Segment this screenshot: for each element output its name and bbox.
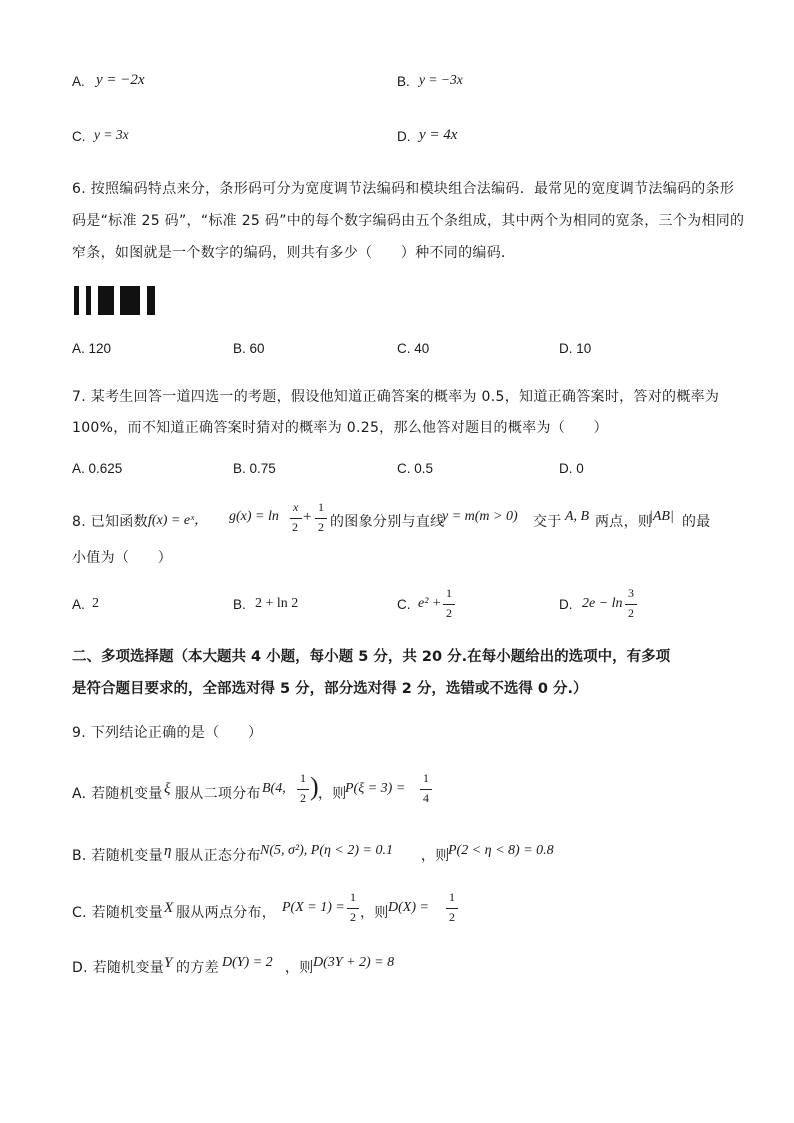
q8-option-c-expr: e² +	[418, 596, 442, 611]
q8-option-d-expr: 2e − ln	[582, 596, 623, 611]
q5-option-b-expr: y = −3x	[419, 72, 463, 87]
barcode-narrow-bar-2	[86, 286, 91, 315]
q8-frac2-line	[315, 518, 327, 519]
q5-option-a-label: A.	[72, 74, 85, 89]
q8-mid-text: 的图象分别与直线	[330, 514, 445, 530]
q9-option-a-var: ξ	[164, 781, 171, 797]
q8-option-c-label: C.	[397, 597, 411, 612]
q8-suffix: 的最	[682, 514, 711, 530]
q8-frac2-num: 1	[318, 500, 324, 514]
section2-heading-line1: 二、多项选择题（本大题共 4 小题，每小题 5 分，共 20 分.在每小题给出的选项中，有多项	[72, 649, 671, 665]
q5-option-d-label: D.	[397, 129, 411, 144]
q9-option-c-text2: 服从两点分布，	[176, 905, 277, 921]
q9-option-b-dist: N(5, σ²), P(η < 2) = 0.1	[260, 843, 393, 858]
q9-option-a-ans-line	[420, 789, 432, 790]
q8-option-a-expr: 2	[92, 596, 99, 611]
q9-option-a-ans-den: 4	[423, 791, 429, 805]
q6-stem-line1: 6. 按照编码特点来分，条形码可分为宽度调节法编码和模块组合法编码．最常见的宽度调节法编码的条形	[72, 181, 735, 197]
q7-option-b: B. 0.75	[233, 461, 276, 476]
q8-plus: +	[303, 509, 312, 525]
q8-option-b-label: B.	[233, 597, 246, 612]
q7-option-a: A. 0.625	[72, 461, 123, 476]
q9-option-a-dist-den: 2	[300, 791, 306, 805]
q8-option-d-frac-line	[625, 604, 637, 605]
q8-option-d-den: 2	[628, 606, 634, 620]
q5-option-a-expr: y = −2x	[96, 72, 145, 88]
q9-option-d-expr1: D(Y) = 2	[222, 955, 273, 970]
q5-option-b-label: B.	[397, 74, 410, 89]
q9-option-d-then: ，则	[285, 960, 314, 976]
q6-option-d: D. 10	[559, 341, 592, 356]
q9-option-c-ans-line	[446, 908, 458, 909]
q9-option-d-text: D. 若随机变量	[72, 960, 165, 976]
q8-option-c-den: 2	[446, 606, 452, 620]
q7-option-d: D. 0	[559, 461, 584, 476]
q9-option-b-text2: 服从正态分布	[175, 848, 261, 864]
q9-option-b-prob: P(2 < η < 8) = 0.8	[448, 843, 554, 858]
q9-option-a-dist-line	[297, 789, 309, 790]
q8-prefix: 8. 已知函数	[72, 514, 148, 530]
q8-mid3-text: 两点，则	[595, 514, 653, 530]
q7-option-c: C. 0.5	[397, 461, 434, 476]
q9-option-b-text: B. 若随机变量	[72, 848, 163, 864]
q8-stem-line2: 小值为（ ）	[72, 550, 173, 566]
q9-option-c-then: ，则	[360, 905, 389, 921]
q5-option-c-expr: y = 3x	[94, 127, 129, 142]
barcode-wide-bar-1	[98, 286, 114, 315]
q6-option-a: A. 120	[72, 341, 112, 356]
q9-option-c-text: C. 若随机变量	[72, 905, 164, 921]
q9-option-a-dist-num: 1	[300, 771, 306, 785]
q9-option-a-text2: 服从二项分布	[175, 786, 261, 802]
q8-points: A, B	[565, 509, 590, 524]
q9-option-c-frac-line	[347, 908, 359, 909]
q6-option-c: C. 40	[397, 341, 430, 356]
q9-option-c-den: 2	[350, 910, 356, 924]
q8-option-a-label: A.	[72, 597, 85, 612]
q6-stem-line2: 码是“标准 25 码”，“标准 25 码”中的每个数字编码由五个条组成，其中两个为相同的宽条，三个为相同的	[72, 213, 745, 229]
q8-frac2-den: 2	[318, 520, 324, 534]
q8-f-expr: f(x) = eˣ，	[148, 513, 209, 528]
q8-frac1-num: x	[293, 500, 299, 514]
q7-stem-line1: 7. 某考生回答一道四选一的考题，假设他知道正确答案的概率为 0.5，知道正确答案时，答对的概率为	[72, 389, 720, 405]
q9-option-c-ans-den: 2	[449, 910, 455, 924]
q9-option-d-text2: 的方差	[176, 960, 219, 976]
q9-option-b-then: ，则	[421, 848, 450, 864]
q8-g-expr: g(x) = ln	[229, 509, 279, 524]
q9-option-c-d-expr: D(X) =	[388, 900, 429, 915]
q9-option-d-expr2: D(3Y + 2) = 8	[313, 955, 395, 970]
q7-stem-line2: 100%，而不知道正确答案时猜对的概率为 0.25，那么他答对题目的概率为（ ）	[72, 420, 608, 436]
q9-option-a-prob: P(ξ = 3) =	[345, 781, 406, 796]
q8-option-c-frac-line	[443, 604, 455, 605]
q9-option-a-then: ，则	[318, 786, 347, 802]
barcode-narrow-bar-1	[74, 286, 79, 315]
q8-option-b-expr: 2 + ln 2	[255, 596, 299, 611]
q9-option-c-var: X	[164, 900, 174, 916]
q8-option-d-num: 3	[628, 586, 634, 600]
q8-option-c-num: 1	[446, 586, 452, 600]
section2-heading-line2: 是符合题目要求的，全部选对得 5 分，部分选对得 2 分，选错或不选得 0 分.）	[72, 681, 588, 697]
q9-option-c-prob: P(X = 1) =	[282, 900, 345, 915]
q8-abs-expr: |AB|	[649, 509, 674, 524]
q8-option-d-label: D.	[559, 597, 573, 612]
q9-stem: 9. 下列结论正确的是（ ）	[72, 725, 263, 741]
barcode-narrow-bar-3	[147, 286, 155, 315]
barcode-figure	[74, 286, 156, 315]
q8-line-expr: y = m(m > 0)	[442, 509, 518, 524]
q9-option-a-ans-num: 1	[423, 771, 429, 785]
q9-option-a-text: A. 若随机变量	[72, 786, 163, 802]
q9-option-d-var: Y	[164, 955, 173, 971]
q9-option-c-num: 1	[350, 890, 356, 904]
q8-mid2-text: 交于	[533, 514, 562, 530]
q6-option-b: B. 60	[233, 341, 265, 356]
q9-option-a-dist: B(4,	[262, 781, 286, 796]
q8-frac1-line	[290, 518, 302, 519]
q5-option-c-label: C.	[72, 129, 86, 144]
q9-option-b-var: η	[164, 843, 172, 859]
barcode-wide-bar-2	[120, 286, 140, 315]
q6-stem-line3: 窄条，如图就是一个数字的编码，则共有多少（ ）种不同的编码．	[72, 245, 516, 261]
q9-option-a-dist-close: )	[310, 772, 319, 801]
q5-option-d-expr: y = 4x	[419, 127, 458, 143]
q8-frac1-den: 2	[292, 520, 298, 534]
q9-option-c-ans-num: 1	[449, 890, 455, 904]
